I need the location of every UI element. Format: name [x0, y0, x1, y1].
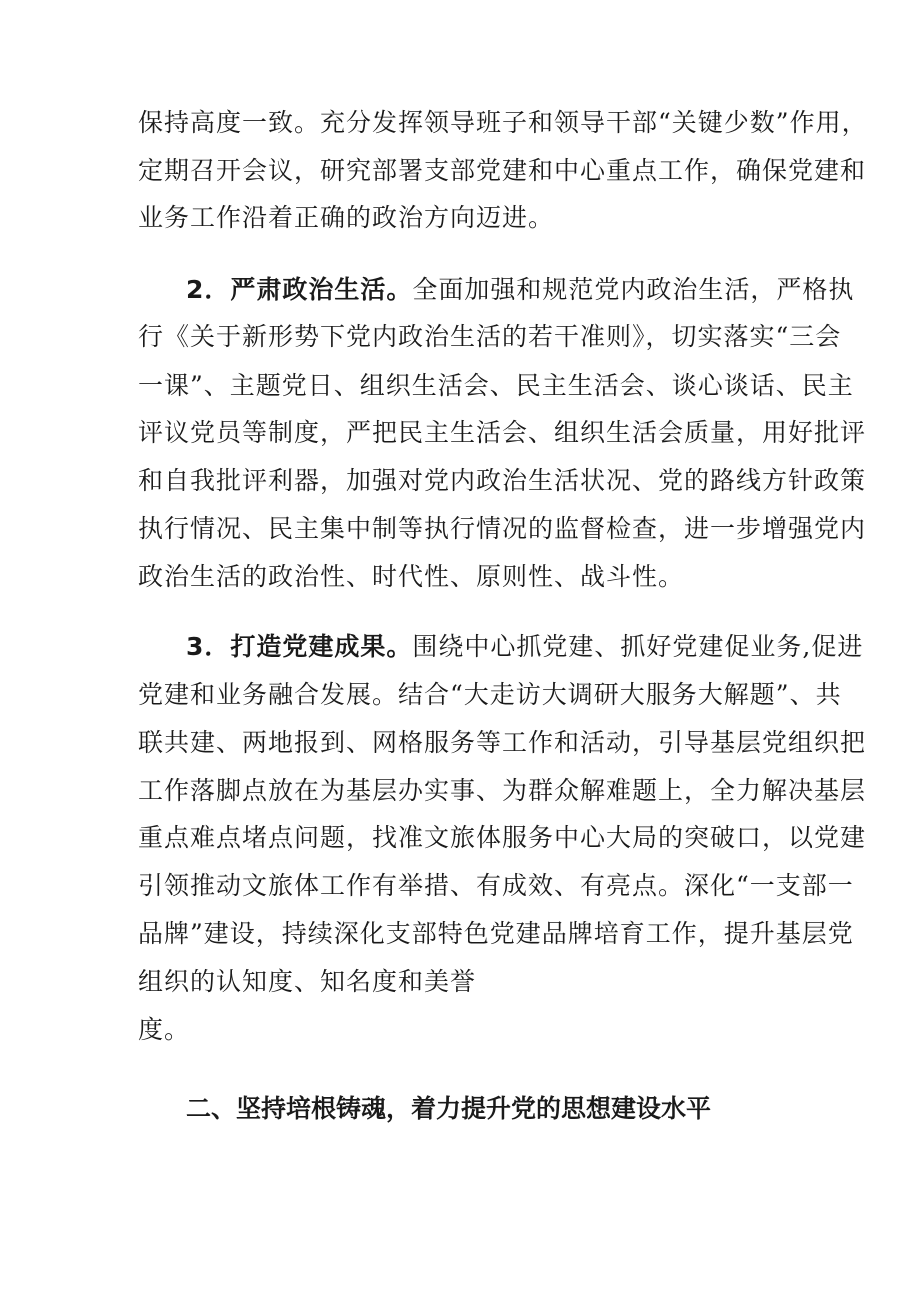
paragraph-2-lead: 2．严肃政治生活。 [186, 275, 413, 304]
paragraph-1-line-1: 保持高度一致。充分发挥领导班子和领导干部“关键少数”作用， [138, 108, 868, 137]
paragraph-3-line-8: 组织的认知度、知名度和美誉 [138, 967, 477, 996]
paragraph-3-line-5: 重点难点堵点问题，找准文旅体服务中心大局的突破口，以党建 [138, 823, 867, 852]
paragraph-1-line-2: 定期召开会议，研究部署支部党建和中心重点工作，确保党建和 [138, 156, 867, 185]
paragraph-2-line-4: 评议党员等制度，严把民主生活会、组织生活会质量，用好批评 [138, 418, 867, 447]
paragraph-3-line-4: 工作落脚点放在为基层办实事、为群众解难题上，全力解决基层 [138, 776, 867, 805]
paragraph-3-line-9: 度。 [138, 1015, 191, 1044]
paragraph-2-line-7: 政治生活的政治性、时代性、原则性、战斗性。 [138, 562, 685, 591]
paragraph-3-line-1 [186, 632, 863, 662]
paragraph-2-line-2: 行《关于新形势下党内政治生活的若干准则》，切实落实“三会 [138, 322, 842, 351]
paragraph-1-line-3: 业务工作沿着正确的政治方向迈进。 [138, 203, 555, 232]
paragraph-2-line-1-rest: 全面加强和规范党内政治生活，严格执 [412, 275, 855, 304]
paragraph-3-line-3: 联共建、两地报到、网格服务等工作和活动，引导基层党组织把 [138, 728, 867, 757]
paragraph-3-line-7: 品牌”建设，持续深化支部特色党建品牌培育工作，提升基层党 [138, 919, 854, 948]
paragraph-3-line-6: 引领推动文旅体工作有举措、有成效、有亮点。深化“一支部一 [138, 871, 854, 900]
section-heading: 二、坚持培根铸魂，着力提升党的思想建设水平 [186, 1094, 712, 1123]
paragraph-3-lead: 3．打造党建成果。 [186, 632, 413, 661]
paragraph-3-line-1-rest: 围绕中心抓党建、抓好党建促业务,促进 [412, 632, 864, 661]
paragraph-2-line-5: 和自我批评利器，加强对党内政治生活状况、党的路线方针政策 [138, 466, 867, 495]
paragraph-2-line-1 [186, 275, 854, 305]
paragraph-2-line-6: 执行情况、民主集中制等执行情况的监督检查，进一步增强党内 [138, 514, 867, 543]
paragraph-2-line-3: 一课”、主题党日、组织生活会、民主生活会、谈心谈话、民主 [138, 371, 854, 400]
paragraph-3-line-2: 党建和业务融合发展。结合“大走访大调研大服务大解题”、共 [138, 680, 842, 709]
